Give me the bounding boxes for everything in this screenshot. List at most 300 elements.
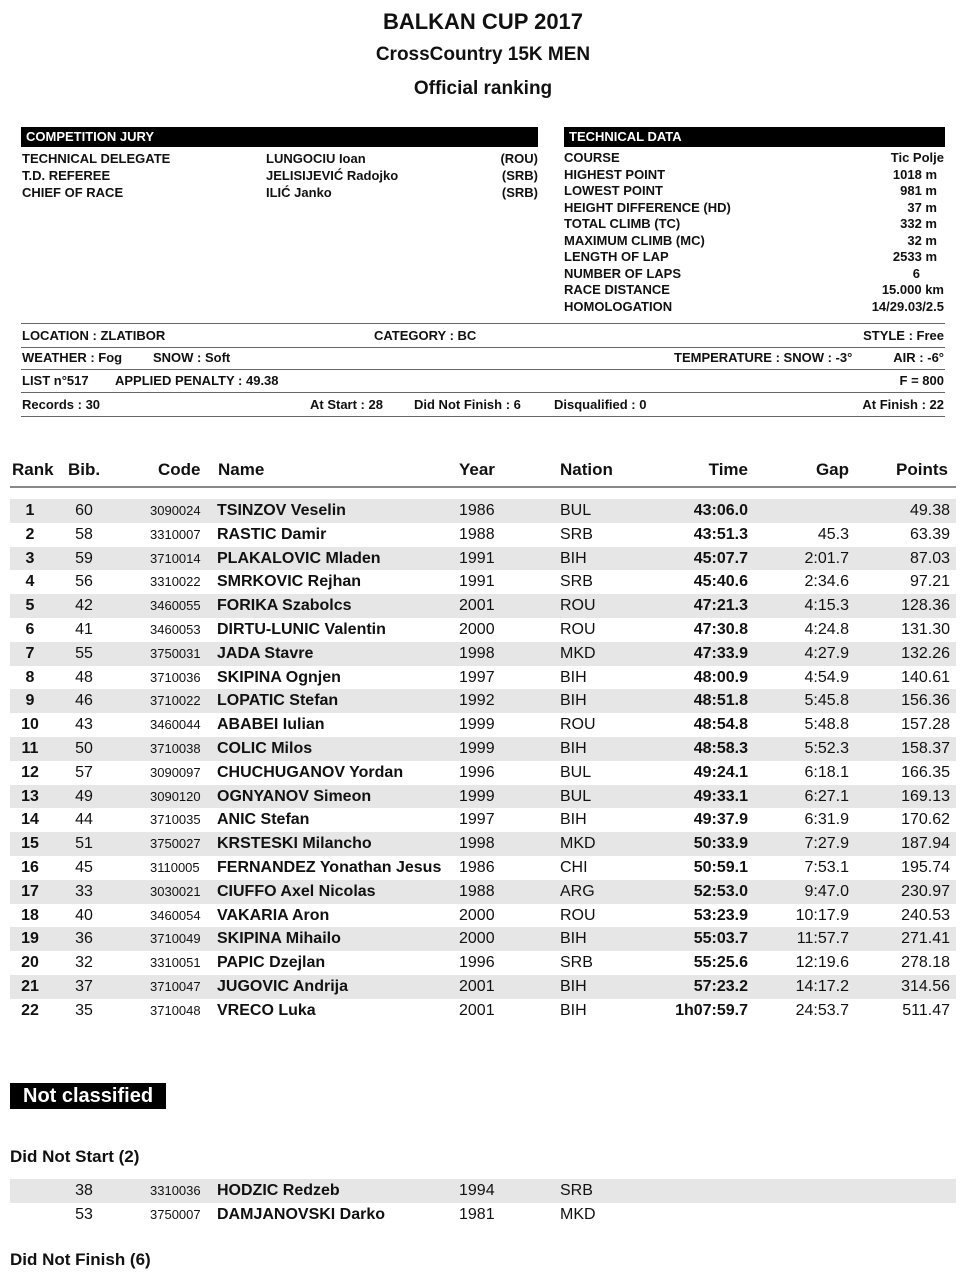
table-row: [10, 785, 956, 809]
snow: SNOW : Soft: [153, 350, 231, 365]
time-cell: 49:24.1: [693, 763, 748, 781]
tech-value: 14/29.03/2.5: [871, 298, 944, 314]
code-cell: 3460044: [150, 717, 201, 733]
points-cell: 511.47: [902, 1001, 950, 1019]
bib-cell: 55: [75, 644, 93, 662]
rank-cell: 4: [25, 573, 35, 591]
tech-value: 2533 m: [892, 249, 937, 264]
col-rank: Rank: [12, 460, 54, 479]
tech-item: [564, 233, 944, 250]
code-cell: 3710038: [150, 740, 201, 756]
code-cell: 3460055: [150, 598, 201, 614]
time-cell: 47:30.8: [693, 620, 748, 638]
col-points: Points: [896, 460, 948, 479]
year-cell: 1996: [459, 954, 495, 972]
bib-cell: 40: [75, 906, 93, 924]
athlete-name: PLAKALOVIC Mladen: [217, 549, 381, 567]
year-cell: 1981: [459, 1205, 495, 1223]
bib-cell: 44: [75, 811, 93, 829]
tech-label: HIGHEST POINT: [564, 166, 666, 182]
bib-cell: 58: [75, 525, 93, 543]
time-cell: 47:33.9: [693, 644, 748, 662]
bib-cell: 56: [75, 573, 93, 591]
divider: [21, 416, 945, 417]
bib-cell: 35: [75, 1001, 93, 1019]
year-cell: 1997: [459, 668, 495, 686]
year-cell: 1997: [459, 811, 495, 829]
nation-cell: ROU: [560, 620, 596, 638]
code-cell: 3110005: [150, 859, 200, 875]
athlete-name: HODZIC Redzeb: [217, 1182, 340, 1199]
bib-cell: 38: [75, 1182, 93, 1199]
time-cell: 48:58.3: [693, 739, 748, 757]
year-cell: 1988: [459, 525, 495, 543]
col-code: Code: [158, 460, 201, 479]
table-row: [10, 713, 956, 737]
rank-cell: 14: [21, 811, 39, 829]
rank-cell: 19: [21, 930, 39, 948]
rank-cell: 15: [21, 835, 39, 853]
athlete-name: OGNYANOV Simeon: [217, 787, 372, 805]
code-cell: 3460054: [150, 907, 201, 923]
points-cell: 63.39: [909, 525, 950, 543]
page-subtitle: CrossCountry 15K MEN: [375, 44, 591, 65]
bib-cell: 41: [75, 620, 93, 638]
list-number: LIST n°517: [22, 373, 89, 388]
col-year: Year: [459, 460, 495, 479]
jury-role: CHIEF OF RACE: [22, 185, 124, 200]
gap-cell: 4:15.3: [804, 597, 849, 615]
points-cell: 87.03: [909, 549, 950, 567]
points-cell: 169.13: [901, 787, 950, 805]
tech-label: LENGTH OF LAP: [564, 249, 669, 264]
table-row: [10, 689, 956, 713]
jury-role: TECHNICAL DELEGATE: [22, 151, 171, 166]
gap-cell: 2:34.6: [804, 573, 849, 591]
f-value: F = 800: [899, 373, 944, 388]
rank-cell: 12: [21, 763, 39, 781]
divider: [21, 369, 945, 370]
nation-cell: BUL: [560, 502, 592, 519]
jury-list: [22, 150, 538, 201]
points-cell: 158.37: [901, 739, 950, 757]
table-row: [10, 594, 956, 618]
athlete-name: LOPATIC Stefan: [217, 692, 339, 710]
time-cell: 48:54.8: [693, 716, 748, 734]
year-cell: 1991: [459, 549, 495, 567]
category: CATEGORY : BC: [374, 328, 477, 343]
did-not-start-list: [10, 1179, 956, 1227]
athlete-name: VAKARIA Aron: [217, 906, 330, 924]
code-cell: 3460053: [150, 621, 201, 637]
col-bib: Bib.: [68, 460, 101, 479]
divider: [21, 347, 945, 348]
code-cell: 3750027: [150, 836, 201, 852]
year-cell: 1999: [459, 716, 495, 734]
nation-cell: MKD: [560, 1205, 596, 1223]
year-cell: 2001: [459, 977, 495, 995]
jury-member: [22, 150, 538, 167]
year-cell: 2000: [459, 906, 495, 924]
not-classified-heading: Not classified: [10, 1083, 166, 1109]
code-cell: 3310036: [150, 1183, 201, 1198]
bib-cell: 45: [75, 858, 93, 876]
info-row-location: [22, 327, 944, 345]
year-cell: 1998: [459, 835, 495, 853]
tech-value: 1018 m: [892, 166, 937, 182]
year-cell: 2000: [459, 930, 495, 948]
table-row: [10, 975, 956, 999]
table-row: [10, 666, 956, 690]
athlete-name: JUGOVIC Andrija: [217, 977, 348, 995]
athlete-name: COLIC Milos: [217, 739, 313, 757]
points-cell: 314.56: [901, 977, 950, 995]
time-cell: 45:07.7: [693, 549, 748, 567]
points-cell: 97.21: [909, 573, 950, 591]
year-cell: 1988: [459, 882, 495, 900]
table-row: [10, 499, 956, 523]
points-cell: 195.74: [901, 858, 950, 876]
gap-cell: 45.3: [817, 525, 849, 543]
time-cell: 1h07:59.7: [675, 1001, 748, 1019]
nation-cell: ROU: [560, 906, 596, 924]
points-cell: 230.97: [901, 882, 950, 900]
gap-cell: 6:18.1: [804, 763, 849, 781]
code-cell: 3710014: [150, 550, 201, 566]
rank-cell: 1: [25, 502, 35, 519]
table-row: [10, 808, 956, 832]
points-cell: 166.35: [901, 763, 950, 781]
jury-name: LUNGOCIU Ioan: [266, 151, 366, 166]
divider: [21, 392, 945, 393]
table-row: [10, 832, 956, 856]
table-row: [10, 999, 956, 1023]
tech-item: [564, 266, 944, 283]
weather: WEATHER : Fog: [22, 350, 123, 365]
nation-cell: BIH: [560, 549, 587, 567]
nation-cell: BIH: [560, 811, 587, 829]
table-row: [10, 927, 956, 951]
table-row: [10, 523, 956, 547]
tech-label: NUMBER OF LAPS: [564, 265, 681, 281]
jury-name: JELISIJEVIĆ Radojko: [266, 168, 399, 183]
col-time: Time: [708, 460, 748, 479]
code-cell: 3710048: [150, 1002, 201, 1018]
did-not-start-heading: Did Not Start (2): [10, 1147, 140, 1166]
code-cell: 3710049: [150, 931, 201, 947]
code-cell: 3310007: [150, 526, 201, 542]
time-cell: 55:25.6: [693, 954, 748, 972]
bib-cell: 51: [75, 835, 93, 853]
col-nation: Nation: [560, 460, 613, 479]
gap-cell: 4:27.9: [804, 644, 849, 662]
time-cell: 43:06.0: [693, 502, 748, 519]
disqualified-count: Disqualified : 0: [554, 397, 647, 412]
athlete-name: ABABEI Iulian: [217, 716, 325, 734]
rank-cell: 17: [21, 882, 39, 900]
code-cell: 3710022: [150, 693, 201, 709]
rank-cell: 20: [21, 954, 39, 972]
year-cell: 2001: [459, 1001, 495, 1019]
athlete-name: CIUFFO Axel Nicolas: [217, 882, 376, 900]
points-cell: 170.62: [901, 811, 950, 829]
nation-cell: SRB: [560, 1182, 593, 1199]
gap-cell: 4:54.9: [804, 668, 849, 686]
year-cell: 1992: [459, 692, 495, 710]
athlete-name: PAPIC Dzejlan: [217, 954, 326, 972]
document-header: [0, 6, 960, 106]
nation-cell: BIH: [560, 668, 587, 686]
nation-cell: CHI: [560, 858, 588, 876]
table-row: [10, 1179, 956, 1203]
bib-cell: 57: [75, 763, 93, 781]
year-cell: 2001: [459, 597, 495, 615]
bib-cell: 48: [75, 668, 93, 686]
athlete-name: VRECO Luka: [217, 1001, 316, 1019]
header-divider: [10, 486, 956, 488]
tech-value: 981 m: [900, 183, 937, 198]
bib-cell: 33: [75, 882, 93, 900]
results-table-body: [10, 499, 956, 1023]
did-not-finish-count: Did Not Finish : 6: [414, 397, 521, 412]
points-cell: 156.36: [901, 692, 950, 710]
bib-cell: 59: [75, 549, 93, 567]
bib-cell: 49: [75, 787, 93, 805]
points-cell: 157.28: [901, 716, 950, 734]
rank-cell: 6: [25, 620, 35, 638]
col-name: Name: [218, 460, 265, 479]
col-gap: Gap: [815, 460, 849, 479]
jury-nation: (SRB): [501, 185, 538, 200]
tech-item: [564, 200, 944, 217]
athlete-name: TSINZOV Veselin: [217, 502, 346, 519]
table-row: [10, 761, 956, 785]
nation-cell: BUL: [560, 787, 592, 805]
tech-item: [564, 299, 944, 316]
table-row: [10, 904, 956, 928]
year-cell: 2000: [459, 620, 495, 638]
nation-cell: SRB: [560, 573, 593, 591]
time-cell: 49:37.9: [693, 811, 748, 829]
tech-label: TOTAL CLIMB (TC): [564, 216, 681, 231]
tech-label: COURSE: [564, 150, 620, 165]
technical-data-list: [564, 150, 944, 315]
tech-item: [564, 167, 944, 184]
rank-cell: 13: [21, 787, 39, 805]
bib-cell: 36: [75, 930, 93, 948]
nation-cell: SRB: [560, 525, 593, 543]
code-cell: 3750031: [150, 645, 201, 661]
time-cell: 48:51.8: [693, 692, 748, 710]
gap-cell: 5:48.8: [804, 716, 849, 734]
rank-cell: 2: [25, 525, 35, 543]
year-cell: 1998: [459, 644, 495, 662]
athlete-name: DIRTU-LUNIC Valentin: [217, 620, 386, 638]
year-cell: 1986: [459, 858, 495, 876]
nation-cell: BUL: [560, 763, 592, 781]
gap-cell: 7:27.9: [804, 835, 849, 853]
time-cell: 57:23.2: [693, 977, 748, 995]
table-row: [10, 951, 956, 975]
athlete-name: DAMJANOVSKI Darko: [217, 1205, 386, 1223]
athlete-name: RASTIC Damir: [217, 525, 327, 543]
time-cell: 50:33.9: [693, 835, 748, 853]
table-row: [10, 618, 956, 642]
nation-cell: ROU: [560, 597, 596, 615]
time-cell: 43:51.3: [693, 525, 748, 543]
year-cell: 1996: [459, 763, 495, 781]
nation-cell: BIH: [560, 977, 587, 995]
year-cell: 1994: [459, 1182, 495, 1199]
info-row-weather: [22, 349, 944, 367]
temperature: TEMPERATURE : SNOW : -3°: [674, 350, 853, 365]
athlete-name: ANIC Stefan: [217, 811, 310, 829]
nation-cell: BIH: [560, 739, 587, 757]
tech-value: Tic Polje: [890, 150, 944, 165]
time-cell: 53:23.9: [693, 906, 748, 924]
gap-cell: 9:47.0: [804, 882, 849, 900]
points-cell: 140.61: [901, 668, 950, 686]
air-temperature: AIR : -6°: [893, 350, 944, 365]
gap-cell: 12:19.6: [795, 954, 849, 972]
nation-cell: ROU: [560, 716, 596, 734]
tech-label: HEIGHT DIFFERENCE (HD): [564, 199, 731, 215]
jury-member: [22, 184, 538, 201]
code-cell: 3710047: [150, 978, 201, 994]
time-cell: 50:59.1: [693, 858, 748, 876]
tech-value: 6: [912, 265, 920, 281]
gap-cell: 11:57.7: [796, 930, 849, 948]
code-cell: 3090120: [150, 788, 201, 804]
code-cell: 3090097: [150, 764, 201, 780]
points-cell: 128.36: [901, 597, 950, 615]
bib-cell: 43: [75, 716, 93, 734]
year-cell: 1999: [459, 787, 495, 805]
code-cell: 3310022: [150, 574, 201, 590]
points-cell: 271.41: [901, 930, 950, 948]
nation-cell: BIH: [560, 692, 587, 710]
year-cell: 1991: [459, 573, 495, 591]
gap-cell: 2:01.7: [804, 549, 849, 567]
rank-cell: 3: [25, 549, 35, 567]
tech-label: MAXIMUM CLIMB (MC): [564, 232, 705, 248]
points-cell: 49.38: [909, 502, 950, 519]
gap-cell: 24:53.7: [795, 1001, 849, 1019]
year-cell: 1999: [459, 739, 495, 757]
time-cell: 52:53.0: [693, 882, 748, 900]
applied-penalty: APPLIED PENALTY : 49.38: [115, 373, 279, 388]
tech-item: [564, 183, 944, 200]
jury-nation: (SRB): [501, 168, 538, 183]
tech-label: LOWEST POINT: [564, 183, 663, 198]
tech-value: 32 m: [907, 232, 937, 248]
bib-cell: 50: [75, 739, 93, 757]
nation-cell: MKD: [560, 835, 596, 853]
at-finish: At Finish : 22: [862, 397, 944, 412]
table-row: [10, 737, 956, 761]
page-title: BALKAN CUP 2017: [382, 9, 584, 34]
table-row: [10, 856, 956, 880]
table-row: [10, 547, 956, 571]
rank-cell: 16: [21, 858, 39, 876]
time-cell: 47:21.3: [693, 597, 748, 615]
athlete-name: SKIPINA Mihailo: [217, 930, 341, 948]
table-row: [10, 880, 956, 904]
code-cell: 3750007: [150, 1206, 201, 1222]
code-cell: 3090024: [150, 503, 201, 518]
time-cell: 48:00.9: [693, 668, 748, 686]
athlete-name: SMRKOVIC Rejhan: [217, 573, 362, 591]
rank-cell: 7: [25, 644, 35, 662]
gap-cell: 5:52.3: [804, 739, 849, 757]
points-cell: 187.94: [901, 835, 950, 853]
athlete-name: SKIPINA Ognjen: [217, 668, 341, 686]
nation-cell: ARG: [560, 882, 595, 900]
jury-member: [22, 167, 538, 184]
tech-label: RACE DISTANCE: [564, 282, 670, 297]
code-cell: 3030021: [150, 883, 201, 899]
gap-cell: 10:17.9: [795, 906, 849, 924]
gap-cell: 6:27.1: [804, 787, 849, 805]
time-cell: 49:33.1: [693, 787, 748, 805]
tech-value: 332 m: [900, 216, 937, 231]
rank-cell: 11: [21, 739, 39, 757]
nation-cell: MKD: [560, 644, 596, 662]
athlete-name: JADA Stavre: [217, 644, 314, 662]
athlete-name: KRSTESKI Milancho: [217, 835, 372, 853]
bib-cell: 37: [75, 977, 93, 995]
tech-label: HOMOLOGATION: [564, 298, 673, 314]
rank-cell: 10: [21, 716, 39, 734]
athlete-name: CHUCHUGANOV Yordan: [217, 763, 404, 781]
year-cell: 1986: [459, 502, 495, 519]
gap-cell: 14:17.2: [795, 977, 849, 995]
rank-cell: 22: [21, 1001, 39, 1019]
did-not-finish-heading: Did Not Finish (6): [10, 1250, 151, 1269]
time-cell: 45:40.6: [693, 573, 748, 591]
jury-heading: COMPETITION JURY: [21, 127, 538, 147]
tech-item: [564, 216, 944, 233]
athlete-name: FERNANDEZ Yonathan Jesus: [217, 858, 442, 876]
tech-item: [564, 249, 944, 266]
table-row: [10, 642, 956, 666]
records: Records : 30: [22, 397, 101, 412]
bib-cell: 53: [75, 1205, 93, 1223]
athlete-name: FORIKA Szabolcs: [217, 597, 352, 615]
bib-cell: 46: [75, 692, 93, 710]
location: LOCATION : ZLATIBOR: [22, 328, 166, 343]
tech-item: [564, 150, 944, 167]
info-row-records: [22, 396, 944, 414]
gap-cell: 6:31.9: [804, 811, 849, 829]
bib-cell: 32: [75, 954, 93, 972]
results-table-header: [10, 460, 956, 484]
at-start: At Start : 28: [310, 397, 383, 412]
jury-role: T.D. REFEREE: [22, 168, 111, 183]
tech-value: 37 m: [907, 199, 937, 215]
code-cell: 3710036: [150, 669, 201, 685]
nation-cell: SRB: [560, 954, 593, 972]
style: STYLE : Free: [863, 328, 944, 343]
rank-cell: 5: [25, 597, 35, 615]
points-cell: 240.53: [901, 906, 950, 924]
gap-cell: 4:24.8: [804, 620, 849, 638]
rank-cell: 8: [25, 668, 35, 686]
tech-value: 15.000 km: [881, 282, 944, 297]
jury-nation: (ROU): [500, 151, 538, 166]
tech-item: [564, 282, 944, 299]
points-cell: 131.30: [901, 620, 950, 638]
